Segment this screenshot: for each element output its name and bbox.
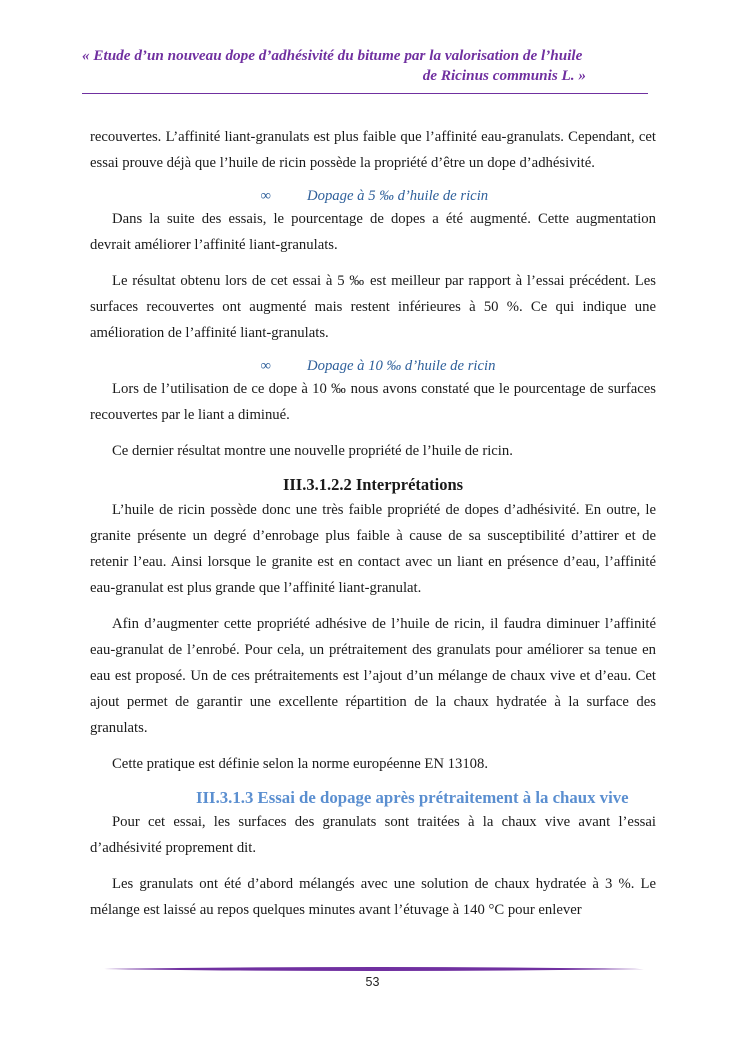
bullet-item (90, 186, 656, 206)
paragraph: Lors de l’utilisation de ce dope à 10 ‰ nous avons constaté que le pourcentage de surfaces recouvertes par le liant a diminué. (90, 381, 656, 423)
bullet-text: Dopage à 5 ‰ d’huile de ricin (307, 188, 489, 204)
paragraph: Dans la suite des essais, le pourcentage de dopes a été augmenté. Cette augmentation devrait améliorer l’affinité liant-granulats. (90, 211, 656, 253)
paragraph: Le résultat obtenu lors de cet essai à 5 ‰ est meilleur par rapport à l’essai précédent. Les surfaces recouvertes ont augmenté mais restent inférieures à 50 %. Ce qui indique une amélioration de l’affinité liant-granulats. (90, 273, 656, 341)
infinity-bullet-icon: ∞ (260, 188, 271, 204)
paragraph: Les granulats ont été d’abord mélangés avec une solution de chaux hydratée à 3 %. Le mélange est laissé au repos quelques minutes avant l’étuvage à 140 °C pour enlever (90, 876, 656, 918)
footer-rule (104, 966, 644, 972)
bullet-item (90, 356, 656, 376)
bullet-text: Dopage à 10 ‰ d’huile de ricin (307, 358, 496, 374)
paragraph: Cette pratique est définie selon la norme européenne EN 13108. (112, 756, 489, 772)
paragraph: recouvertes. L’affinité liant-granulats est plus faible que l’affinité eau-granulats. Cependant, cet essai prouve déjà que l’huile de ricin possède la propriété d’être un dope d’adhésivité. (90, 129, 656, 171)
paragraph: Pour cet essai, les surfaces des granulats sont traitées à la chaux vive avant l’essai d’adhésivité proprement dit. (90, 814, 656, 856)
header-line-1: « Etude d’un nouveau dope d’adhésivité du bitume par la valorisation de l’huile (82, 47, 583, 64)
infinity-bullet-icon: ∞ (260, 358, 271, 374)
header-line-2: de Ricinus communis L. » (422, 67, 586, 84)
header-rule (82, 93, 648, 94)
running-header (82, 46, 648, 86)
subsection-heading: III.3.1.2.2 Interprétations (282, 475, 464, 494)
page-number: 53 (365, 975, 380, 989)
paragraph: Afin d’augmenter cette propriété adhésive de l’huile de ricin, il faudra diminuer l’affinité eau-granulat de l’enrobé. Pour cela, un prétraitement des granulats pour améliorer sa tenue en eau est proposé. Un de ces prétraitements est l’ajout d’un mélange de chaux vive et d’eau. Cet ajout permet de garantir une excellente répartition de la chaux hydratée à la surface des granulats. (90, 616, 656, 736)
paragraph: Ce dernier résultat montre une nouvelle propriété de l’huile de ricin. (112, 443, 513, 459)
section-heading: III.3.1.3 Essai de dopage après prétraitement à la chaux vive (196, 788, 629, 807)
page-body (90, 124, 656, 933)
paragraph: L’huile de ricin possède donc une très faible propriété de dopes d’adhésivité. En outre, le granite présente un degré d’enrobage plus faible à cause de sa susceptibilité d’attirer et de retenir l’eau. Ainsi lorsque le granite est en contact avec un liant en présence d’eau, l’affinité eau-granulat est plus grande que l’affinité liant-granulat. (90, 502, 656, 596)
